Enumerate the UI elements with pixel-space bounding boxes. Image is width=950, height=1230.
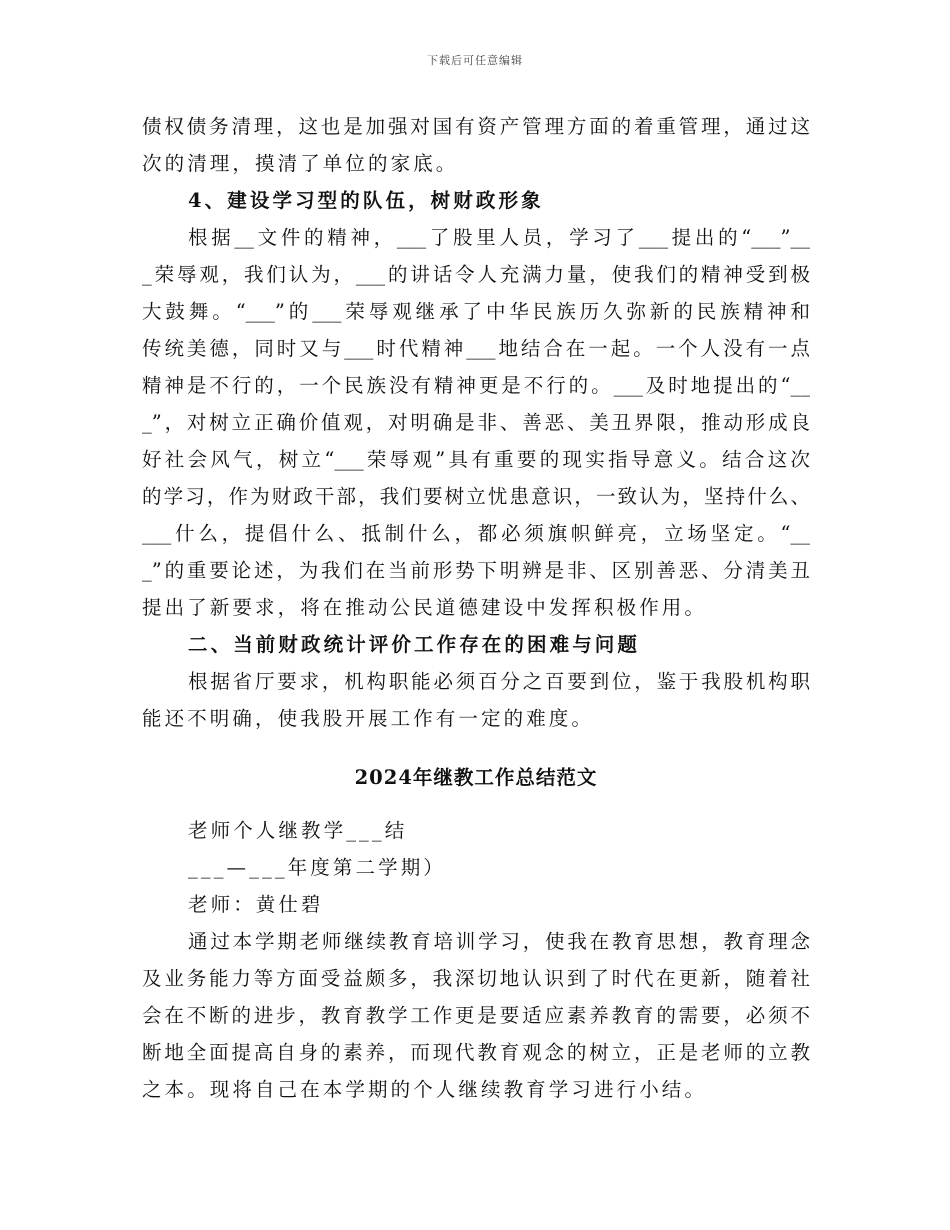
paragraph-line: _”的重要论述，为我们在当前形势下明辨是非、区别善恶、分清美丑	[142, 559, 810, 582]
paragraph-line: 能还不明确，使我股开展工作有一定的难度。	[142, 707, 595, 730]
paragraph-line: 及业务能力等方面受益颇多，我深切地认识到了时代在更新，随着社	[142, 967, 810, 990]
paragraph-line: 债权债务清理，这也是加强对国有资产管理方面的着重管理，通过这	[142, 115, 810, 138]
paragraph-line: 根据__文件的精神，___了股里人员，学习了___提出的“___”__	[188, 226, 810, 249]
meta-line: ___—___年度第二学期）	[188, 856, 446, 879]
paragraph-line: 的学习，作为财政干部，我们要树立忧患意识，一致认为，坚持什么、	[142, 485, 810, 508]
meta-line: 老师：黄仕碧	[188, 893, 324, 916]
document-body	[142, 108, 810, 1108]
document-title: 2024年继教工作总结范文	[354, 766, 598, 789]
meta-line: 老师个人继教学___结	[188, 819, 408, 842]
paragraph-line: _荣辱观，我们认为，___的讲话令人充满力量，使我们的精神受到极	[142, 263, 810, 286]
paragraph-line: 大鼓舞。“___”的___荣辱观继承了中华民族历久弥新的民族精神和	[142, 300, 810, 323]
paragraph-line: 之本。现将自己在本学期的个人继续教育学习进行小结。	[142, 1078, 708, 1101]
paragraph-line: 精神是不行的，一个民族没有精神更是不行的。___及时地提出的“__	[142, 374, 810, 397]
paragraph-line: 提出了新要求，将在推动公民道德建设中发挥积极作用。	[142, 596, 708, 619]
paragraph-line: 次的清理，摸清了单位的家底。	[142, 152, 459, 175]
paragraph-line: ___什么，提倡什么、抵制什么，都必须旗帜鲜亮，立场坚定。“__	[142, 522, 810, 545]
paragraph-line: 根据省厅要求，机构职能必须百分之百要到位，鉴于我股机构职	[188, 670, 810, 693]
paragraph-line: 断地全面提高自身的素养，而现代教育观念的树立，正是老师的立教	[142, 1041, 810, 1064]
paragraph-line: _”，对树立正确价值观，对明确是非、善恶、美丑界限，推动形成良	[142, 411, 810, 434]
paragraph-line: 好社会风气，树立“___荣辱观”具有重要的现实指导意义。结合这次	[142, 448, 810, 471]
paragraph-line: 会在不断的进步，教育教学工作更是要适应素养教育的需要，必须不	[142, 1004, 810, 1027]
paragraph-line: 通过本学期老师继续教育培训学习，使我在教育思想，教育理念	[188, 930, 810, 953]
paragraph-line: 传统美德，同时又与___时代精神___地结合在一起。一个人没有一点	[142, 337, 810, 360]
section-heading: 二、当前财政统计评价工作存在的困难与问题	[188, 633, 641, 656]
page-header: 下载后可任意编辑	[427, 54, 523, 67]
section-heading: 4、建设学习型的队伍，树财政形象	[188, 189, 544, 212]
